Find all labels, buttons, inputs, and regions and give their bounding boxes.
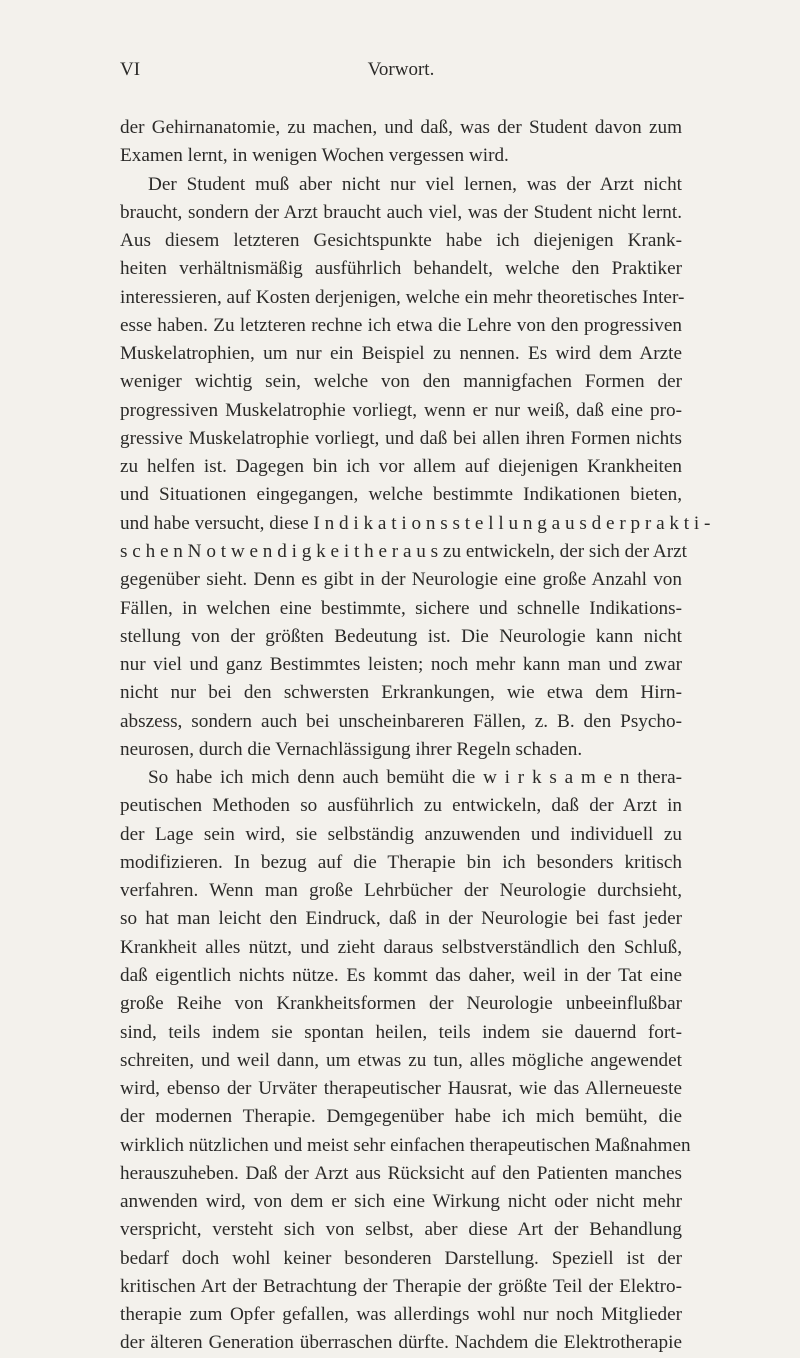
text-line: Der Student muß aber nicht nur viel lernen, was der Arzt nicht: [148, 173, 682, 195]
paragraph: [120, 114, 682, 171]
text-line: große Reihe von Krankheitsformen der Neurologie unbeeinflußbar: [120, 993, 682, 1015]
text-line: gegenüber sieht. Denn es gibt in der Neurologie eine große Anzahl von: [120, 569, 682, 591]
text-line: herauszuheben. Daß der Arzt aus Rücksicht auf den Patienten manches: [120, 1162, 682, 1184]
text-line: der älteren Generation überraschen dürfte. Nachdem die Elektrotherapie: [120, 1332, 682, 1354]
text-line: abszess, sondern auch bei unscheinbareren Fällen, z. B. den Psycho-: [120, 710, 682, 732]
text-line: kritischen Art der Betrachtung der Therapie der größte Teil der Elektro-: [120, 1275, 682, 1297]
text-line: wirklich nützlichen und meist sehr einfachen therapeutischen Maßnahmen: [120, 1134, 691, 1156]
page-header: [120, 57, 682, 83]
text-line: s c h e n N o t w e n d i g k e i t h e r a u s zu entwickeln, der sich der Arzt: [120, 540, 687, 562]
text-line: verspricht, versteht sich von selbst, aber diese Art der Behandlung: [120, 1219, 682, 1241]
text-line: Examen lernt, in wenigen Wochen vergessen wird.: [120, 145, 509, 167]
text-line: modifizieren. In bezug auf die Therapie bin ich besonders kritisch: [120, 851, 682, 873]
text-line: so hat man leicht den Eindruck, daß in der Neurologie bei fast jeder: [120, 908, 682, 930]
text-line: nur viel und ganz Bestimmtes leisten; noch mehr kann man und zwar: [120, 654, 682, 676]
text-line: und habe versucht, diese I n d i k a t i o n s s t e l l u n g a u s d e r p r a k t i -: [120, 512, 711, 534]
text-line: heiten verhältnismäßig ausführlich behandelt, welche den Praktiker: [120, 258, 682, 280]
text-line: progressiven Muskelatrophie vorliegt, wenn er nur weiß, daß eine pro-: [120, 399, 682, 421]
text-line: sind, teils indem sie spontan heilen, teils indem sie dauernd fort-: [120, 1021, 682, 1043]
page-number: VI: [120, 59, 141, 80]
paragraph: [120, 171, 711, 765]
text-line: und Situationen eingegangen, welche bestimmte Indikationen bieten,: [120, 484, 682, 506]
text-line: bedarf doch wohl keiner besonderen Darstellung. Speziell ist der: [120, 1247, 682, 1269]
text-line: zu helfen ist. Dagegen bin ich vor allem auf diejenigen Krankheiten: [120, 456, 682, 478]
text-line: anwenden wird, von dem er sich eine Wirkung nicht oder nicht mehr: [120, 1191, 682, 1213]
text-line: So habe ich mich denn auch bemüht die w i r k s a m e n thera-: [148, 767, 682, 789]
text-line: Krankheit alles nützt, und zieht daraus selbstverständlich den Schluß,: [120, 936, 682, 958]
text-line: nicht nur bei den schwersten Erkrankungen, wie etwa dem Hirn-: [120, 682, 682, 704]
text-line: Aus diesem letzteren Gesichtspunkte habe ich diejenigen Krank-: [120, 230, 682, 252]
text-line: daß eigentlich nichts nütze. Es kommt das daher, weil in der Tat eine: [120, 964, 682, 986]
text-line: interessieren, auf Kosten derjenigen, welche ein mehr theoretisches Inter-: [120, 286, 685, 308]
text-line: peutischen Methoden so ausführlich zu entwickeln, daß der Arzt in: [120, 795, 682, 817]
running-title: Vorwort.: [367, 59, 435, 80]
paragraph: [120, 764, 691, 1358]
text-line: schreiten, und weil dann, um etwas zu tun, alles mögliche angewendet: [120, 1049, 682, 1071]
text-line: der modernen Therapie. Demgegenüber habe ich mich bemüht, die: [120, 1106, 682, 1128]
text-line: der Gehirnanatomie, zu machen, und daß, was der Student davon zum: [120, 117, 682, 138]
text-line: therapie zum Opfer gefallen, was allerdings wohl nur noch Mitglieder: [120, 1304, 682, 1326]
text-line: esse haben. Zu letzteren rechne ich etwa die Lehre von den progressiven: [120, 314, 682, 336]
body-text: [120, 114, 711, 1358]
text-line: verfahren. Wenn man große Lehrbücher der Neurologie durchsieht,: [120, 880, 682, 902]
text-line: braucht, sondern der Arzt braucht auch viel, was der Student nicht lernt.: [120, 201, 682, 223]
text-line: der Lage sein wird, sie selbständig anzuwenden und individuell zu: [120, 823, 682, 845]
text-line: Muskelatrophien, um nur ein Beispiel zu nennen. Es wird dem Arzte: [120, 343, 682, 365]
text-line: wird, ebenso der Urväter therapeutischer Hausrat, wie das Allerneueste: [120, 1078, 682, 1100]
text-line: stellung von der größten Bedeutung ist. Die Neurologie kann nicht: [120, 625, 682, 647]
text-line: gressive Muskelatrophie vorliegt, und daß bei allen ihren Formen nichts: [120, 427, 682, 449]
text-line: neurosen, durch die Vernachlässigung ihrer Regeln schaden.: [120, 738, 583, 760]
text-line: weniger wichtig sein, welche von den mannigfachen Formen der: [120, 371, 682, 393]
text-line: Fällen, in welchen eine bestimmte, sichere und schnelle Indikations-: [120, 597, 682, 619]
